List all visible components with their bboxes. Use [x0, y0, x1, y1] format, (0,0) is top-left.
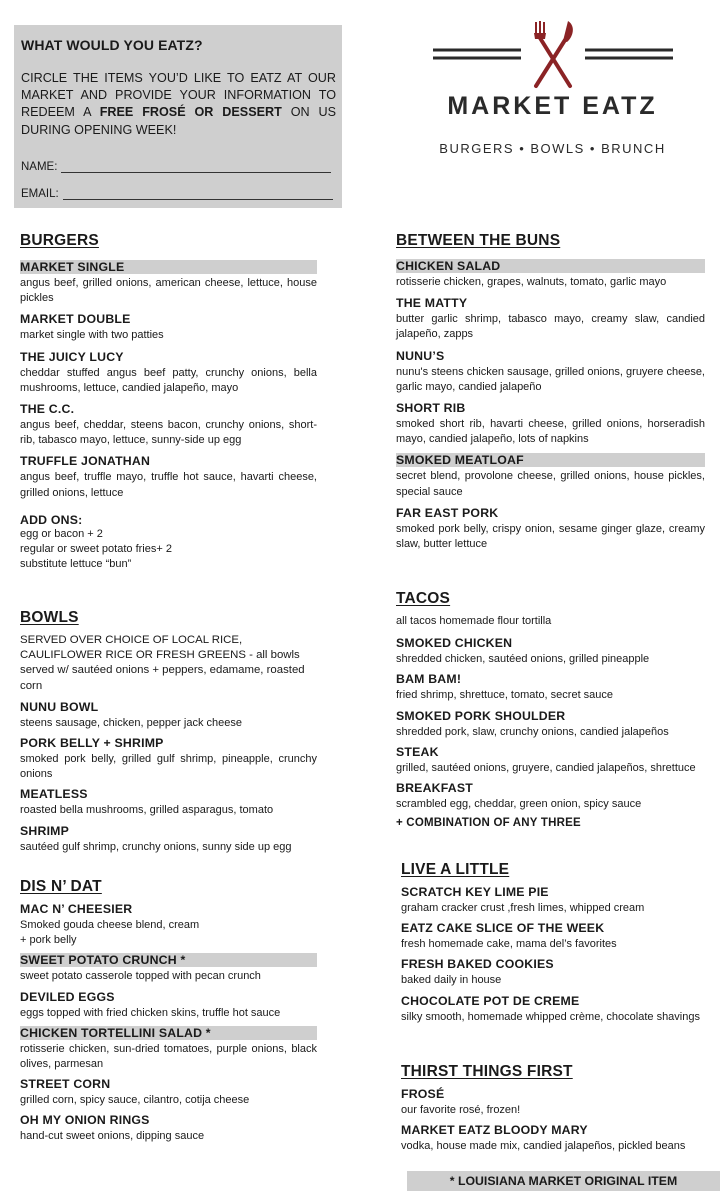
menu-item[interactable] — [20, 260, 317, 306]
bowls-section — [20, 609, 317, 860]
crossed-fork-knife-icon — [418, 18, 688, 90]
menu-item-name: THE C.C. — [20, 402, 75, 417]
menu-item-description: cheddar stuffed angus beef patty, crunchy onions, bella mushrooms, lettuce, candied jalapeño, mayo — [20, 366, 317, 394]
live-list — [401, 885, 705, 1025]
email-field[interactable] — [21, 186, 336, 200]
menu-item-name: BAM BAM! — [396, 672, 462, 687]
menu-item-description: silky smooth, homemade whipped crème, chocolate shavings — [401, 1010, 700, 1023]
thirst-list — [401, 1087, 705, 1154]
menu-item-name: FRESH BAKED COOKIES — [401, 957, 554, 972]
menu-item-name: THE MATTY — [396, 296, 468, 311]
menu-item[interactable] — [20, 1113, 317, 1144]
addon-line: substitute lettuce “bun” — [20, 558, 132, 571]
menu-item-name: SCRATCH KEY LIME PIE — [401, 885, 549, 899]
menu-item[interactable] — [20, 990, 317, 1021]
menu-item-name: MEATLESS — [20, 787, 88, 802]
tacos-combo: + COMBINATION OF ANY THREE — [396, 817, 581, 830]
menu-item-description: secret blend, provolone cheese, grilled onions, house pickles, special sauce — [396, 470, 705, 498]
menu-item[interactable] — [396, 672, 705, 703]
menu-item[interactable] — [20, 787, 317, 818]
tacos-intro: all tacos homemade flour tortilla — [396, 615, 552, 627]
menu-item[interactable] — [396, 259, 705, 290]
menu-item[interactable] — [401, 994, 705, 1025]
menu-item-description: fried shrimp, shrettuce, tomato, secret sauce — [396, 689, 614, 702]
menu-item-name: OH MY ONION RINGS — [20, 1113, 150, 1128]
menu-item-name: SMOKED MEATLOAF — [396, 453, 705, 467]
tacos-section — [396, 590, 705, 829]
burgers-list — [20, 260, 317, 501]
menu-item-name: NUNU BOWL — [20, 699, 99, 714]
menu-item-description: angus beef, truffle mayo, truffle hot sauce, havarti cheese, grilled onions, lettuce — [20, 471, 317, 499]
menu-item-name: EATZ CAKE SLICE OF THE WEEK — [401, 921, 605, 936]
menu-item[interactable] — [20, 736, 317, 782]
name-field[interactable] — [21, 159, 336, 173]
section-title-dis-n-dat: DIS N’ DAT — [20, 878, 102, 895]
promo-text — [21, 70, 336, 139]
menu-item-description: market single with two patties — [20, 329, 164, 342]
menu-item-name: BREAKFAST — [396, 781, 473, 796]
menu-item[interactable] — [20, 1077, 317, 1108]
menu-item[interactable] — [396, 401, 705, 447]
menu-item-name: CHICKEN SALAD — [396, 259, 705, 273]
menu-item-description: rotisserie chicken, sun-dried tomatoes, purple onions, black olives, parmesan — [20, 1042, 317, 1071]
section-title-bowls: BOWLS — [20, 609, 79, 626]
menu-item[interactable] — [401, 957, 705, 988]
between-the-buns-section — [396, 232, 705, 558]
menu-item-description: shredded pork, slaw, crunchy onions, candied jalapeños — [396, 725, 669, 738]
menu-item-description: baked daily in house — [401, 974, 502, 987]
menu-item[interactable] — [396, 745, 705, 776]
section-title-live-a-little: LIVE A LITTLE — [401, 861, 510, 878]
addons-block — [20, 513, 317, 573]
menu-item[interactable] — [396, 709, 705, 740]
promo-box — [14, 25, 342, 208]
menu-item-description: butter garlic shrimp, tabasco mayo, creamy slaw, candied jalapeño, zapps — [396, 313, 705, 341]
menu-item-description: hand-cut sweet onions, dipping sauce — [20, 1130, 205, 1143]
menu-item-name: STREET CORN — [20, 1077, 111, 1092]
menu-item-description: smoked pork belly, crispy onion, sesame ginger glaze, creamy slaw, butter lettuce — [396, 522, 705, 551]
menu-item-name: STEAK — [396, 744, 439, 759]
promo-text-end: ON US DURING OPENING WEEK! — [21, 105, 337, 137]
menu-item-description: roasted bella mushrooms, grilled asparagus, tomato — [20, 804, 274, 817]
menu-item-description: rotisserie chicken, grapes, walnuts, tomato, garlic mayo — [396, 276, 667, 288]
menu-item-description: steens sausage, chicken, pepper jack cheese — [20, 716, 242, 729]
menu-item[interactable] — [396, 296, 705, 342]
menu-item-name: CHICKEN TORTELLINI SALAD * — [20, 1026, 317, 1040]
addon-line: egg or bacon + 2 — [20, 527, 103, 540]
menu-item[interactable] — [401, 1123, 705, 1154]
menu-item-name: SMOKED PORK SHOULDER — [396, 708, 566, 723]
menu-item-description: grilled, sautéed onions, gruyere, candied jalapeños, shrettuce — [396, 761, 696, 774]
menu-item-name: FROSÉ — [401, 1087, 445, 1101]
menu-item[interactable] — [20, 824, 317, 855]
brand-header — [405, 18, 700, 188]
menu-item-description: angus beef, cheddar, steens bacon, crunchy onions, short-rib, tabasco mayo, lettuce, sunny-side up egg — [20, 419, 317, 447]
menu-item[interactable] — [396, 636, 705, 667]
promo-title: WHAT WOULD YOU EATZ? — [21, 37, 203, 53]
promo-offer: FREE FROSÉ OR DESSERT — [99, 105, 282, 120]
email-blank-line[interactable] — [63, 191, 333, 200]
bowls-intro: SERVED OVER CHOICE OF LOCAL RICE, CAULIFLOWER RICE OR FRESH GREENS - all bowls served w/ sautéed onions + peppers, edamame, roasted corn — [20, 634, 305, 692]
menu-item-description: sautéed gulf shrimp, crunchy onions, sunny side up egg — [20, 840, 292, 853]
menu-item[interactable] — [396, 506, 705, 552]
menu-item-name: NUNU’S — [396, 348, 445, 363]
menu-item-description: smoked short rib, havarti cheese, grilled onions, horseradish mayo, candied jalapeño, lots of napkins — [396, 418, 705, 446]
name-label: NAME: — [21, 160, 58, 173]
addon-line: regular or sweet potato fries+ 2 — [20, 543, 172, 556]
menu-item-name: THE JUICY LUCY — [20, 349, 124, 364]
menu-item-name: FAR EAST PORK — [396, 505, 499, 520]
name-blank-line[interactable] — [61, 164, 331, 173]
promo-text-start: CIRCLE THE ITEMS YOU’D LIKE TO EATZ AT OUR MARKET AND PROVIDE YOUR INFORMATION TO REDEEM A — [21, 71, 336, 120]
live-a-little-section — [401, 861, 705, 1030]
section-title-burgers: BURGERS — [20, 232, 99, 249]
menu-item-description: Smoked gouda cheese blend, cream — [20, 919, 200, 931]
menu-item-description: shredded chicken, sautéed onions, grilled pineapple — [396, 653, 650, 666]
dis-list — [20, 902, 317, 1145]
buns-list — [396, 259, 705, 552]
section-title-thirst-things-first: THIRST THINGS FIRST — [401, 1063, 573, 1080]
menu-item-description: graham cracker crust ,fresh limes, whipped cream — [401, 902, 645, 914]
footer-note: * LOUISIANA MARKET ORIGINAL ITEM — [407, 1171, 720, 1191]
menu-item[interactable] — [396, 349, 705, 395]
menu-item-description: fresh homemade cake, mama del’s favorites — [401, 938, 617, 951]
menu-item[interactable] — [20, 1026, 317, 1072]
menu-item-description: sweet potato casserole topped with pecan crunch — [20, 970, 261, 983]
menu-item[interactable] — [20, 312, 317, 343]
menu-item-name: SWEET POTATO CRUNCH * — [20, 953, 317, 967]
menu-item-name: SMOKED CHICKEN — [396, 636, 513, 651]
menu-item[interactable] — [20, 454, 317, 500]
brand-tagline: BURGERS • BOWLS • BRUNCH — [439, 141, 666, 156]
menu-item-description: nunu's steens chicken sausage, grilled onions, gruyere cheese, garlic mayo, candied jalapeño — [396, 365, 705, 393]
menu-item-name: SHRIMP — [20, 823, 70, 838]
menu-item-name: MARKET SINGLE — [20, 260, 317, 274]
menu-item[interactable] — [401, 921, 705, 952]
menu-item-description: scrambled egg, cheddar, green onion, spicy sauce — [396, 798, 642, 811]
menu-item-description: eggs topped with fried chicken skins, truffle hot sauce — [20, 1006, 281, 1019]
section-title-tacos: TACOS — [396, 590, 451, 607]
menu-item-description: our favorite rosé, frozen! — [401, 1104, 521, 1116]
menu-item-name: MAC N’ CHEESIER — [20, 902, 133, 916]
menu-item-name: CHOCOLATE POT DE CREME — [401, 993, 580, 1008]
menu-item[interactable] — [401, 885, 705, 916]
bowls-list — [20, 700, 317, 855]
section-title-between-the-buns: BETWEEN THE BUNS — [396, 232, 561, 249]
menu-item-description: + pork belly — [20, 934, 77, 947]
brand-name: MARKET EATZ — [447, 92, 658, 120]
menu-item-name: PORK BELLY + SHRIMP — [20, 736, 164, 751]
menu-item[interactable] — [20, 700, 317, 731]
menu-item-name: DEVILED EGGS — [20, 989, 115, 1004]
menu-item-description: smoked pork belly, grilled gulf shrimp, pineapple, crunchy onions — [20, 753, 317, 781]
menu-item[interactable] — [20, 902, 317, 948]
menu-item-description: grilled corn, spicy sauce, cilantro, cotija cheese — [20, 1094, 250, 1107]
burgers-section — [20, 232, 317, 578]
menu-item[interactable] — [20, 350, 317, 396]
menu-item-name: SHORT RIB — [396, 401, 466, 416]
menu-item[interactable] — [396, 781, 705, 812]
menu-item-description: vodka, house made mix, candied jalapeños, pickled beans — [401, 1140, 686, 1153]
menu-item-description: angus beef, grilled onions, american cheese, lettuce, house pickles — [20, 277, 317, 305]
menu-item-name: MARKET DOUBLE — [20, 312, 131, 327]
menu-item[interactable] — [396, 453, 705, 499]
menu-item[interactable] — [20, 402, 317, 448]
menu-item-name: TRUFFLE JONATHAN — [20, 454, 151, 469]
thirst-things-first-section — [401, 1063, 705, 1159]
menu-item[interactable] — [20, 953, 317, 984]
dis-n-dat-section — [20, 878, 317, 1150]
email-label: EMAIL: — [21, 187, 59, 200]
menu-item-name: MARKET EATZ BLOODY MARY — [401, 1123, 588, 1138]
addons-title: ADD ONS: — [20, 512, 83, 527]
tacos-list — [396, 636, 705, 812]
menu-item[interactable] — [401, 1087, 705, 1118]
